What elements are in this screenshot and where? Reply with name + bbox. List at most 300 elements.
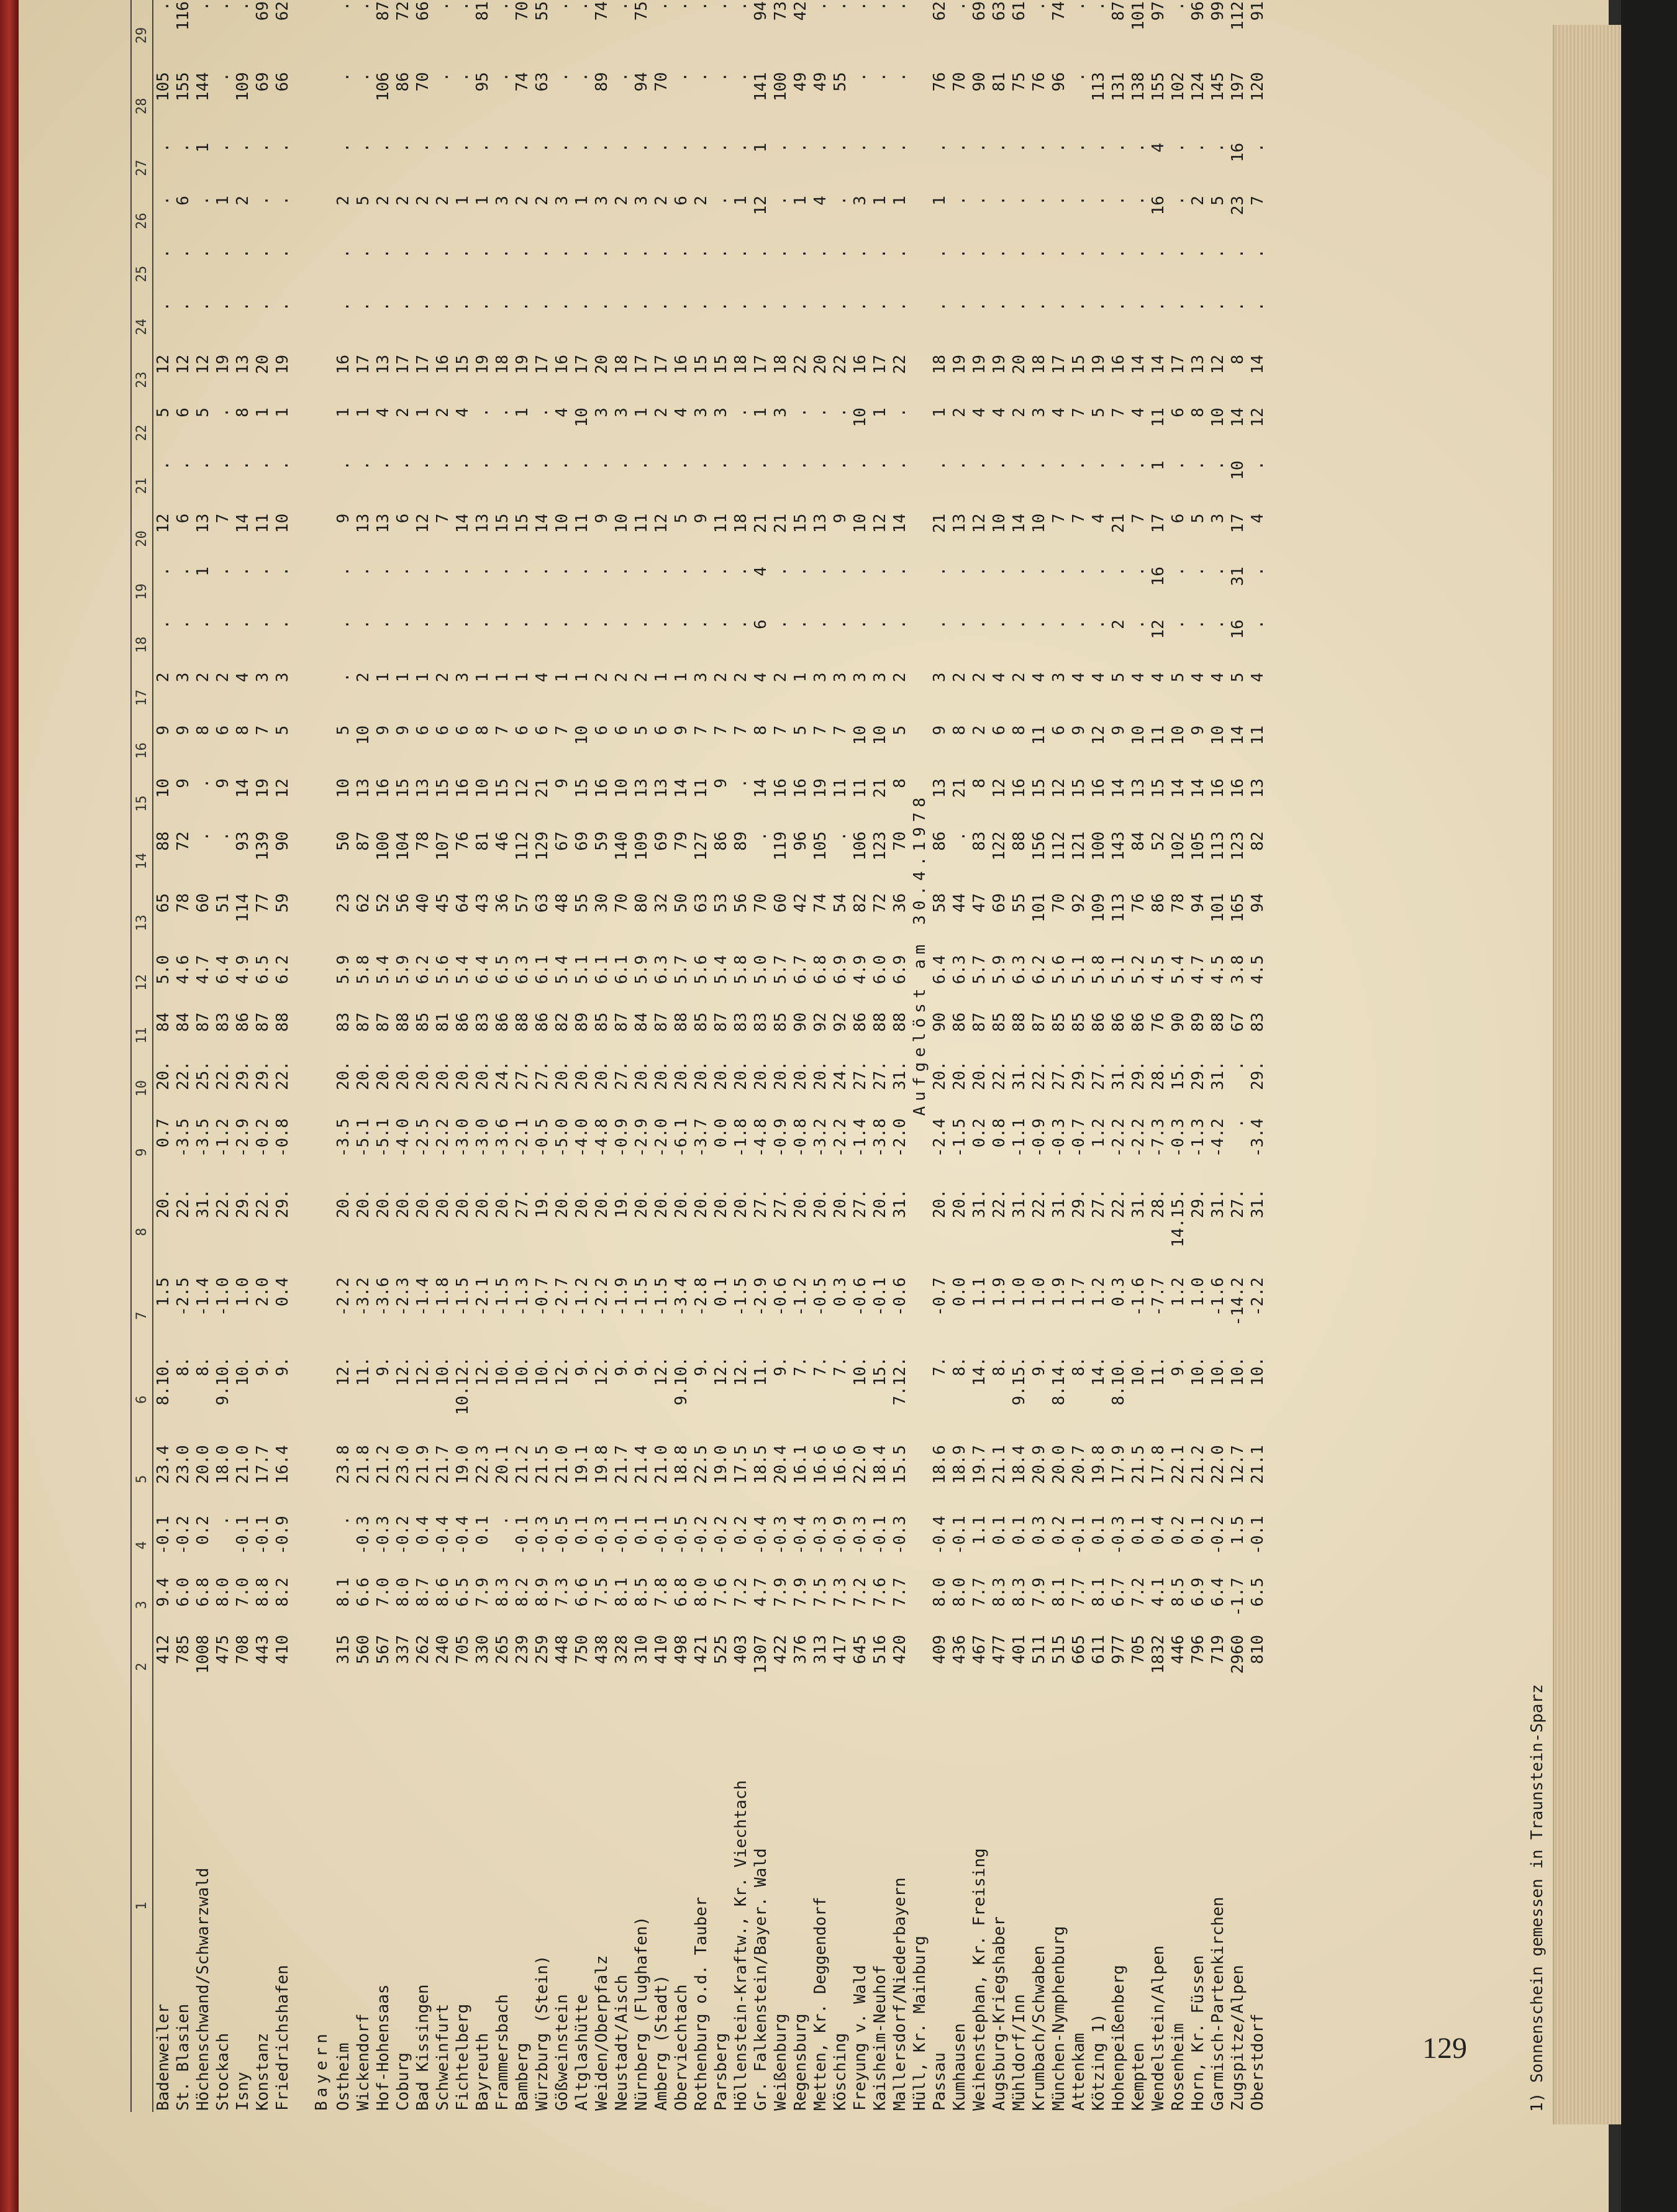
table-cell: 15. — [871, 1357, 889, 1386]
table-cell: -0.4 — [453, 1516, 472, 1555]
table-cell: 6 — [652, 725, 671, 735]
table-cell: 101 — [1129, 1, 1148, 30]
table-cell: 49 — [811, 72, 830, 92]
table-cell: 3 — [253, 672, 272, 683]
table-cell: 8.0 — [394, 1577, 412, 1607]
station-name: Horn, Kr. Füssen — [1189, 1955, 1207, 2111]
table-cell: 21.5 — [533, 1445, 552, 1484]
table-cell: 9 — [174, 725, 193, 735]
table-cell: . — [1030, 567, 1048, 576]
table-cell: 1.0 — [1010, 1277, 1029, 1307]
table-cell: 96 — [1189, 1, 1207, 21]
station-name: Neustadt/Aisch — [612, 1974, 631, 2111]
table-cell: . — [453, 1, 472, 11]
table-cell: 50 — [334, 831, 353, 851]
table-cell: -3.4 — [672, 1277, 691, 1316]
table-cell: 8.0 — [214, 1577, 232, 1607]
table-cell: 94 — [1189, 893, 1207, 913]
table-cell: 87 — [354, 1012, 373, 1032]
table-cell: 19 — [513, 354, 532, 375]
table-cell: 36 — [493, 893, 512, 913]
table-cell: . — [573, 460, 591, 471]
table-cell: -14.2 — [1229, 1277, 1247, 1326]
table-cell: 27. — [612, 1061, 631, 1090]
table-cell: . — [632, 460, 651, 471]
table-cell: 3 — [851, 672, 870, 683]
table-row — [910, 0, 930, 2112]
table-cell: -0.4 — [930, 1516, 949, 1555]
spacer-cell — [293, 0, 304, 2112]
table-cell: 9 — [692, 513, 711, 524]
table-cell: 51 — [214, 893, 232, 913]
table-cell: 17 — [354, 354, 373, 375]
table-cell: 16.4 — [273, 1445, 292, 1484]
table-cell: -2.3 — [394, 1277, 412, 1316]
table-cell: -5.0 — [553, 1118, 571, 1158]
table-cell: 410 — [273, 1634, 292, 1664]
table-cell: 12. — [414, 1357, 432, 1386]
table-cell: 5 — [891, 725, 909, 735]
table-cell: 8.7 — [414, 1577, 432, 1607]
table-cell: 29. — [234, 1189, 252, 1219]
table-cell: 4 — [234, 672, 252, 683]
table-cell: 4.7 — [1189, 955, 1207, 985]
table-cell: 27. — [851, 1189, 870, 1219]
table-cell: . — [493, 248, 512, 258]
table-cell: . — [354, 567, 373, 576]
table-cell: . — [1149, 301, 1168, 312]
table-cell: 1.9 — [1050, 1277, 1068, 1307]
table-cell: 94 — [632, 72, 651, 92]
table-cell: 20. — [652, 1061, 671, 1090]
table-cell: 15 — [493, 778, 512, 798]
station-name: Regensburg — [791, 2013, 810, 2111]
table-cell: 6.4 — [473, 955, 492, 985]
table-cell: . — [970, 196, 989, 206]
table-row — [970, 0, 989, 2112]
table-cell: 84 — [1129, 831, 1148, 851]
table-cell: 10 — [1209, 407, 1227, 427]
table-cell: 240 — [434, 1634, 452, 1664]
table-cell: 87 — [970, 1012, 989, 1032]
station-name: Rothenburg o.d. Tauber — [692, 1896, 711, 2111]
column-header: 28 — [131, 71, 153, 142]
table-cell: -3.2 — [811, 1118, 830, 1158]
table-cell: 100 — [1089, 831, 1108, 861]
table-cell: 23.0 — [394, 1445, 412, 1484]
table-cell: 410 — [652, 1634, 671, 1664]
table-row — [1109, 0, 1129, 2112]
table-cell: 20.0 — [1050, 1445, 1068, 1484]
table-cell: 20. — [453, 1061, 472, 1090]
table-cell: 2 — [612, 196, 631, 206]
table-cell: . — [891, 248, 909, 258]
table-cell: 112 — [1229, 1, 1247, 30]
table-cell: 27. — [1089, 1061, 1108, 1090]
table-cell: . — [1209, 142, 1227, 153]
table-cell: 8 — [891, 778, 909, 788]
table-cell: 7.12. — [891, 1357, 909, 1406]
table-cell: 13 — [194, 513, 212, 534]
table-cell: 22.3 — [473, 1445, 492, 1484]
table-cell: 1.7 — [1070, 1277, 1088, 1307]
table-cell: -0.2 — [1209, 1516, 1227, 1555]
table-cell: . — [473, 301, 492, 312]
table-cell: 6.9 — [891, 955, 909, 985]
table-cell: . — [473, 567, 492, 576]
table-cell: 31. — [1248, 1189, 1267, 1219]
table-cell: 62 — [273, 1, 292, 21]
table-cell: 63 — [533, 893, 552, 913]
table-cell: . — [214, 72, 232, 82]
table-cell: . — [1229, 301, 1247, 312]
table-cell: . — [394, 619, 412, 629]
table-cell: 13 — [374, 354, 393, 375]
table-cell: 89 — [573, 1012, 591, 1032]
table-cell: . — [334, 567, 353, 576]
table-cell: 14 — [1229, 725, 1247, 745]
table-cell: 21 — [752, 513, 770, 534]
column-header: 3 — [131, 1577, 153, 1634]
table-cell: 87 — [1109, 1, 1128, 21]
table-cell: -4.0 — [573, 1118, 591, 1158]
table-cell: . — [553, 248, 571, 258]
table-cell: -3.4 — [1248, 1118, 1267, 1158]
table-cell: -0.5 — [672, 1516, 691, 1555]
table-cell: 9 — [214, 778, 232, 788]
table-cell: 5.1 — [573, 955, 591, 985]
table-cell: 122 — [990, 831, 1009, 861]
table-cell: . — [1129, 196, 1148, 206]
table-cell: 7.6 — [871, 1577, 889, 1607]
table-cell: . — [871, 72, 889, 82]
table-cell: . — [414, 619, 432, 629]
table-cell: . — [1169, 1, 1188, 11]
table-cell: . — [234, 460, 252, 471]
table-cell: -0.3 — [1169, 1118, 1188, 1158]
table-cell: 18.4 — [871, 1445, 889, 1484]
table-cell: . — [970, 567, 989, 576]
table-cell: . — [831, 460, 850, 471]
table-cell: 2 — [434, 196, 452, 206]
table-cell: . — [194, 619, 212, 629]
table-cell: 1 — [253, 407, 272, 417]
table-cell: . — [473, 619, 492, 629]
table-cell: 14 — [533, 513, 552, 534]
table-row — [711, 0, 731, 2112]
station-name: Hof-Hohensaas — [374, 1984, 393, 2111]
table-cell: -2.8 — [692, 1277, 711, 1316]
table-cell: 20. — [732, 1061, 750, 1090]
table-cell: . — [732, 778, 750, 788]
table-cell: . — [1169, 248, 1188, 258]
table-cell: 7.7 — [970, 1577, 989, 1607]
table-cell: . — [692, 142, 711, 153]
table-cell: -3.7 — [692, 1118, 711, 1158]
table-cell: 2960 — [1229, 1634, 1247, 1674]
page-number: 129 — [1422, 2032, 1467, 2065]
table-cell: 18 — [732, 354, 750, 375]
table-cell: -3.6 — [374, 1277, 393, 1316]
table-cell: . — [414, 460, 432, 471]
station-name: Freyung v. Wald — [851, 1965, 870, 2111]
table-cell: 18.6 — [930, 1445, 949, 1484]
table-cell: 13 — [632, 778, 651, 798]
table-cell: 7.5 — [593, 1577, 611, 1607]
table-cell: 2 — [771, 672, 790, 683]
table-cell: 1 — [273, 407, 292, 417]
table-cell: 4 — [1050, 407, 1068, 417]
column-header: 20 — [131, 512, 153, 565]
table-cell: 29. — [234, 1061, 252, 1090]
table-cell: . — [1109, 196, 1128, 206]
table-cell: 409 — [930, 1634, 949, 1664]
table-cell: 9 — [154, 725, 173, 735]
table-cell: -1.8 — [732, 1118, 750, 1158]
footnote: 1) Sonnenschein gemessen in Traunstein-Sparz — [1528, 1684, 1547, 2112]
table-cell: 63 — [990, 1, 1009, 21]
table-cell: . — [771, 142, 790, 153]
table-cell: 10. — [851, 1357, 870, 1386]
table-cell: . — [174, 248, 193, 258]
table-cell: . — [1248, 567, 1267, 576]
table-cell: 55 — [533, 1, 552, 21]
table-cell: 72 — [394, 1, 412, 21]
table-cell: . — [831, 1, 850, 11]
table-cell: 7.0 — [234, 1577, 252, 1607]
table-cell: 0.2 — [194, 1516, 212, 1545]
station-name: Weihenstephan, Kr. Freising — [970, 1848, 989, 2111]
table-cell: 0.4 — [1149, 1516, 1168, 1545]
table-cell: 22.0 — [1209, 1445, 1227, 1484]
climate-data-table — [130, 0, 1268, 2112]
table-cell: . — [1129, 142, 1148, 153]
table-cell: . — [891, 619, 909, 629]
table-cell: . — [771, 460, 790, 471]
table-cell: 20. — [374, 1061, 393, 1090]
table-cell: 2 — [394, 196, 412, 206]
table-cell: 22. — [1030, 1061, 1048, 1090]
table-cell: 8 — [950, 725, 969, 735]
table-cell: 101 — [1209, 893, 1227, 922]
table-cell: . — [414, 567, 432, 576]
table-cell: . — [214, 567, 232, 576]
table-cell: 1.2 — [1089, 1118, 1108, 1148]
table-cell: . — [374, 248, 393, 258]
table-cell: 16 — [553, 354, 571, 375]
table-cell: 8.1 — [1050, 1577, 1068, 1607]
table-cell: 6.7 — [1109, 1577, 1128, 1607]
table-cell: 76 — [1030, 72, 1048, 92]
empty-cell — [910, 1117, 930, 1700]
table-cell: 31. — [1050, 1189, 1068, 1219]
table-cell: 22 — [831, 354, 850, 375]
table-cell: 1 — [214, 196, 232, 206]
table-cell: 10 — [851, 725, 870, 745]
table-cell: . — [1089, 460, 1108, 471]
book-spine — [0, 0, 19, 2212]
table-cell: 20. — [930, 1189, 949, 1219]
table-cell: 21 — [930, 513, 949, 534]
table-cell: 328 — [612, 1634, 631, 1664]
table-cell: 1 — [194, 567, 212, 576]
table-cell: 16 — [672, 354, 691, 375]
table-cell: 21.8 — [354, 1445, 373, 1484]
table-cell: 17 — [1169, 354, 1188, 375]
table-cell: 19 — [970, 354, 989, 375]
table-cell: 315 — [334, 1634, 353, 1664]
station-name: Oberviechtach — [672, 1984, 691, 2111]
table-cell: 23.8 — [334, 1445, 353, 1484]
climate-table-rotated — [130, 0, 1596, 2112]
table-cell: 4.1 — [1149, 1577, 1168, 1607]
table-cell: . — [1209, 301, 1227, 312]
table-cell: 28. — [1149, 1189, 1168, 1219]
table-cell: 7.5 — [811, 1577, 830, 1607]
table-cell: . — [1089, 142, 1108, 153]
table-cell: 42 — [791, 893, 810, 913]
table-cell: 19 — [473, 354, 492, 375]
table-cell: 58 — [930, 893, 949, 913]
table-cell: 165 — [1229, 893, 1247, 922]
table-cell: 86 — [394, 72, 412, 92]
table-cell: 87 — [374, 1012, 393, 1032]
table-cell: 7 — [214, 513, 232, 524]
table-cell: -0.4 — [434, 1516, 452, 1555]
table-cell: . — [593, 460, 611, 471]
column-header-row — [131, 0, 153, 2112]
table-cell: . — [652, 460, 671, 471]
table-cell: 75 — [1010, 72, 1029, 92]
table-cell: 89 — [1189, 1012, 1207, 1032]
table-cell: 17 — [573, 354, 591, 375]
table-cell: . — [1030, 142, 1048, 153]
table-cell: 2.0 — [253, 1277, 272, 1307]
table-cell: 21.5 — [1129, 1445, 1148, 1484]
table-cell: 83 — [752, 1012, 770, 1032]
table-cell: . — [732, 407, 750, 417]
table-cell: . — [154, 142, 173, 153]
table-cell: 19.1 — [573, 1445, 591, 1484]
table-cell: -0.9 — [273, 1516, 292, 1555]
table-cell: -1.5 — [453, 1277, 472, 1316]
table-cell: 6 — [174, 196, 193, 206]
table-cell: 85 — [593, 1012, 611, 1032]
table-cell: 4 — [453, 407, 472, 417]
table-cell: 7. — [811, 1357, 830, 1377]
table-cell: 87 — [1030, 1012, 1048, 1032]
table-cell: . — [1209, 248, 1227, 258]
table-cell: -3.8 — [871, 1118, 889, 1158]
table-cell: 10 — [871, 725, 889, 745]
table-cell: . — [990, 301, 1009, 312]
table-cell: 85 — [990, 1012, 1009, 1032]
table-row — [830, 0, 850, 2112]
table-cell: . — [513, 301, 532, 312]
table-cell: 21.9 — [414, 1445, 432, 1484]
table-cell: 66 — [273, 72, 292, 92]
table-cell: 10 — [573, 725, 591, 745]
table-cell: 4 — [1209, 672, 1227, 683]
table-cell: 42 — [791, 1, 810, 21]
table-cell: . — [752, 301, 770, 312]
station-name: Altglashütte — [573, 1994, 591, 2111]
table-cell: -1.1 — [1010, 1118, 1029, 1158]
table-cell: . — [553, 301, 571, 312]
table-cell: 20. — [692, 1061, 711, 1090]
table-cell: 21 — [1109, 513, 1128, 534]
station-name: Oberstdorf — [1248, 2013, 1267, 2111]
station-name: Würzburg (Stein) — [533, 1955, 552, 2111]
table-cell: 14 — [234, 778, 252, 798]
table-cell: 20.1 — [493, 1445, 512, 1484]
table-row — [512, 0, 532, 2112]
table-cell: 112 — [1050, 831, 1068, 861]
table-cell: 20. — [791, 1061, 810, 1090]
table-cell: . — [334, 301, 353, 312]
table-cell: 2 — [394, 407, 412, 417]
table-cell: 20. — [434, 1189, 452, 1219]
table-cell: 1.5 — [1229, 1516, 1247, 1545]
table-cell: -2.2 — [1129, 1118, 1148, 1158]
table-cell: -0.3 — [1109, 1516, 1128, 1555]
table-cell: . — [811, 567, 830, 576]
table-cell: 27. — [533, 1061, 552, 1090]
table-cell: 15 — [453, 354, 472, 375]
table-cell: 21.0 — [553, 1445, 571, 1484]
table-cell: 85 — [1070, 1012, 1088, 1032]
table-cell: . — [214, 407, 232, 417]
table-cell: . — [434, 301, 452, 312]
table-cell: 6.6 — [354, 1577, 373, 1607]
table-cell: . — [652, 248, 671, 258]
table-cell: 13 — [811, 513, 830, 534]
table-cell: 20. — [453, 1189, 472, 1219]
table-cell: . — [1050, 567, 1068, 576]
table-cell: 36 — [891, 893, 909, 913]
table-cell: 48 — [553, 893, 571, 913]
table-cell: 12. — [553, 1357, 571, 1386]
table-cell: 13 — [1189, 354, 1207, 375]
table-cell: -0.2 — [394, 1516, 412, 1555]
table-cell: 65 — [154, 893, 173, 913]
table-cell: -1.2 — [791, 1277, 810, 1316]
table-cell: 10. — [1209, 1357, 1227, 1386]
table-cell: . — [1030, 619, 1048, 629]
table-cell: -5.1 — [354, 1118, 373, 1158]
table-cell: -0.3 — [1050, 1118, 1068, 1158]
table-cell: 80 — [632, 893, 651, 913]
table-cell: 20.0 — [194, 1445, 212, 1484]
table-cell: 4.9 — [851, 955, 870, 985]
table-cell: 1 — [791, 196, 810, 206]
table-cell: . — [234, 248, 252, 258]
table-cell: 6.6 — [573, 1577, 591, 1607]
table-cell: . — [791, 567, 810, 576]
table-cell: . — [712, 196, 730, 206]
table-cell: . — [632, 248, 651, 258]
table-cell: 20. — [732, 1189, 750, 1219]
table-row — [552, 0, 572, 2112]
table-cell: 15 — [1070, 778, 1088, 798]
table-cell: 1.1 — [970, 1277, 989, 1307]
table-cell: 21.2 — [1189, 1445, 1207, 1484]
column-header: 21 — [131, 459, 153, 512]
table-cell: 6.4 — [930, 955, 949, 985]
table-cell: 89 — [732, 831, 750, 851]
table-cell: 8.3 — [1010, 1577, 1029, 1607]
table-cell: 61 — [1010, 1, 1029, 21]
